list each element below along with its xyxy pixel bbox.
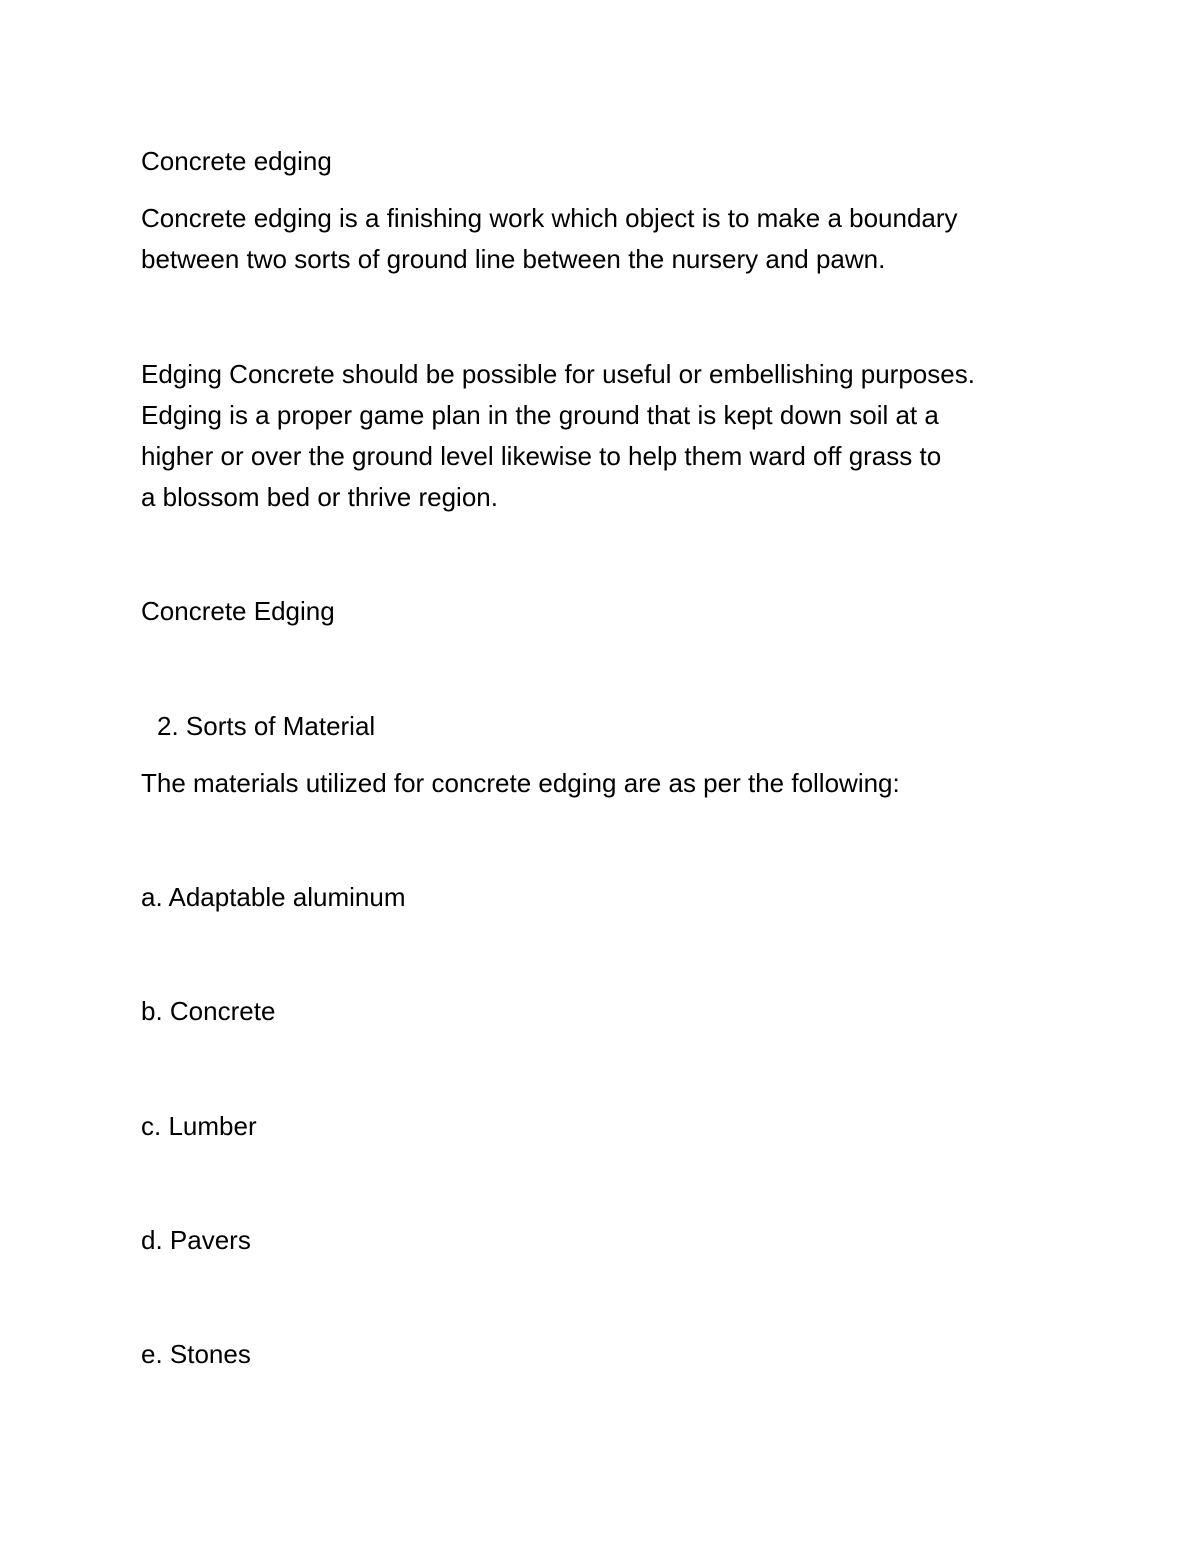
list-item-pavers: d. Pavers (141, 1225, 251, 1255)
section-heading-sorts-of-material: 2. Sorts of Material (157, 711, 376, 741)
heading-concrete-edging: Concrete edging (141, 146, 332, 176)
heading-concrete-edging-2: Concrete Edging (141, 596, 335, 626)
paragraph-definition (141, 198, 1101, 280)
paragraph-purposes (141, 354, 1101, 518)
list-item-lumber: c. Lumber (141, 1111, 257, 1141)
list-item-concrete: b. Concrete (141, 996, 276, 1026)
paragraph-line: higher or over the ground level likewise to help them ward off grass to (141, 441, 942, 471)
list-item-aluminum: a. Adaptable aluminum (141, 882, 406, 912)
paragraph-line: Concrete edging is a finishing work which object is to make a boundary (141, 203, 958, 233)
paragraph-line: between two sorts of ground line between the nursery and pawn. (141, 244, 886, 274)
paragraph-line: a blossom bed or thrive region. (141, 482, 498, 512)
paragraph-line: Edging is a proper game plan in the ground that is kept down soil at a (141, 400, 939, 430)
list-item-stones: e. Stones (141, 1339, 251, 1369)
materials-intro: The materials utilized for concrete edging are as per the following: (141, 768, 900, 798)
paragraph-line: Edging Concrete should be possible for useful or embellishing purposes. (141, 359, 975, 389)
